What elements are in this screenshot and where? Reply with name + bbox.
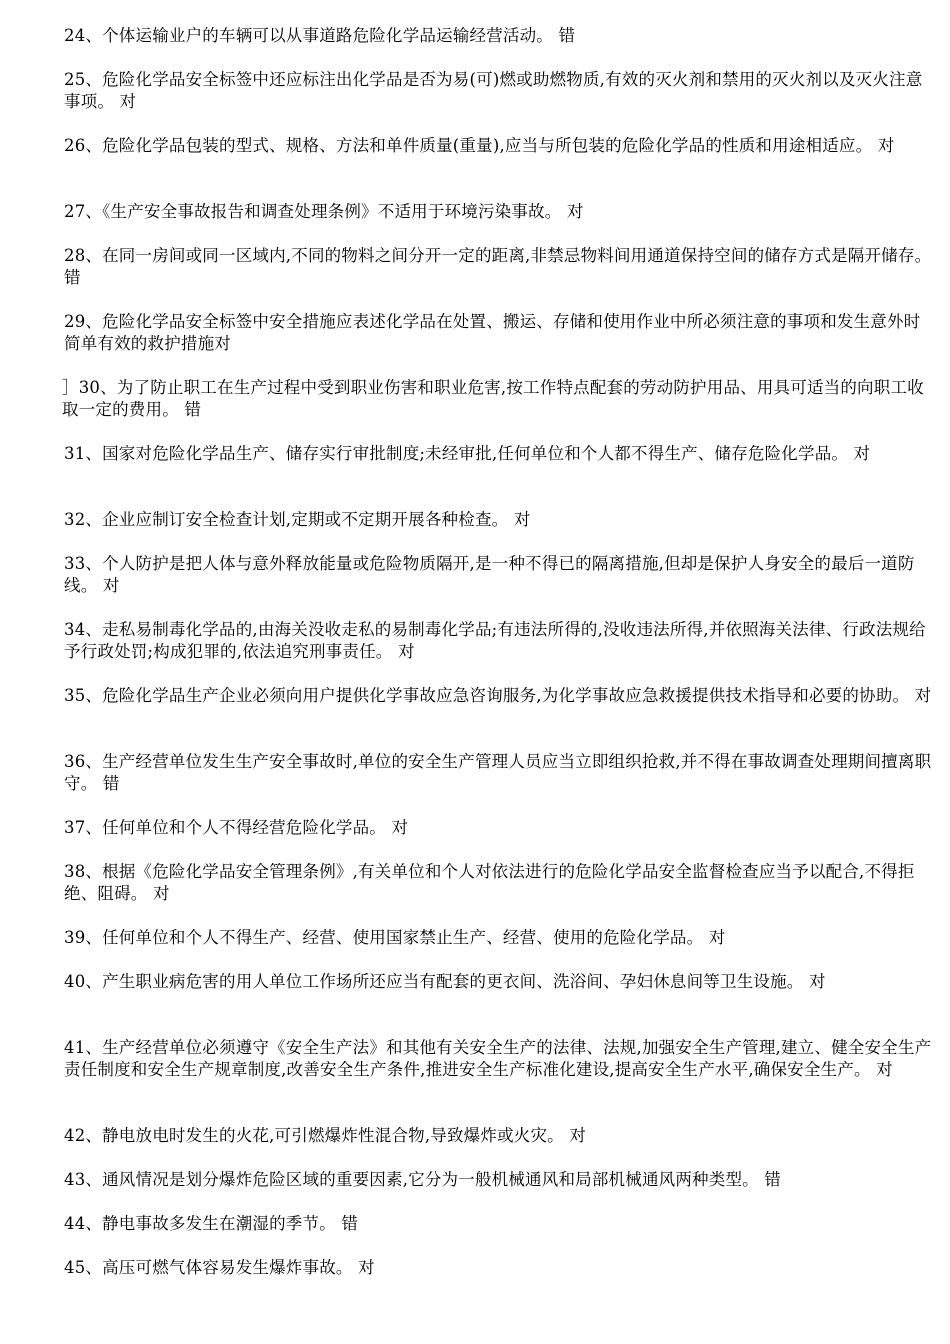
question-25: 25、危险化学品安全标签中还应标注出化学品是否为易(可)燃或助燃物质,有效的灭火剂和禁用的灭火剂以及灭火注意事项。 对 xyxy=(64,70,923,111)
question-41: 41、生产经营单位必须遵守《安全生产法》和其他有关安全生产的法律、法规,加强安全生产管理,建立、健全安全生产责任制度和安全生产规章制度,改善安全生产条件,推进安全生产标准化建设,提高安全生产水平,确保安全生产。 对 xyxy=(64,1038,932,1079)
question-26: 26、危险化学品包装的型式、规格、方法和单件质量(重量),应当与所包装的危险化学品的性质和用途相适应。 对 xyxy=(64,136,895,155)
question-39: 39、任何单位和个人不得生产、经营、使用国家禁止生产、经营、使用的危险化学品。 对 xyxy=(64,928,726,947)
question-38: 38、根据《危险化学品安全管理条例》,有关单位和个人对依法进行的危险化学品安全监督检查应当予以配合,不得拒绝、阻碍。 对 xyxy=(64,862,915,903)
question-32: 32、企业应制订安全检查计划,定期或不定期开展各种检查。 对 xyxy=(64,510,531,529)
question-37: 37、任何单位和个人不得经营危险化学品。 对 xyxy=(64,818,409,837)
question-27: 27、《生产安全事故报告和调查处理条例》不适用于环境污染事故。 对 xyxy=(64,202,584,221)
question-33: 33、个人防护是把人体与意外释放能量或危险物质隔开,是一种不得已的隔离措施,但却是保护人身安全的最后一道防线。 对 xyxy=(64,554,915,595)
question-31: 31、国家对危险化学品生产、储存实行审批制度;未经审批,任何单位和个人都不得生产、储存危险化学品。 对 xyxy=(64,444,871,463)
question-36: 36、生产经营单位发生生产安全事故时,单位的安全生产管理人员应当立即组织抢救,并不得在事故调查处理期间擅离职守。 错 xyxy=(64,752,932,793)
question-34: 34、走私易制毒化学品的,由海关没收走私的易制毒化学品;有违法所得的,没收违法所得,并依照海关法律、行政法规给予行政处罚;构成犯罪的,依法追究刑事责任。 对 xyxy=(64,620,926,661)
question-40: 40、产生职业病危害的用人单位工作场所还应当有配套的更衣间、洗浴间、孕妇休息间等卫生设施。 对 xyxy=(64,972,826,991)
question-42: 42、静电放电时发生的火花,可引燃爆炸性混合物,导致爆炸或火灾。 对 xyxy=(64,1126,587,1145)
question-44: 44、静电事故多发生在潮湿的季节。 错 xyxy=(64,1214,359,1233)
question-43: 43、通风情况是划分爆炸危险区域的重要因素,它分为一般机械通风和局部机械通风两种类型。 错 xyxy=(64,1170,781,1189)
question-30: ］30、为了防止职工在生产过程中受到职业伤害和职业危害,按工作特点配套的劳动防护用品、用具可适当的向职工收取一定的费用。 错 xyxy=(62,378,924,419)
question-24: 24、个体运输业户的车辆可以从事道路危险化学品运输经营活动。 错 xyxy=(64,26,576,45)
question-35: 35、危险化学品生产企业必须向用户提供化学事故应急咨询服务,为化学事故应急救援提供技术指导和必要的协助。 对 xyxy=(64,686,932,705)
question-28: 28、在同一房间或同一区域内,不同的物料之间分开一定的距离,非禁忌物料间用通道保持空间的储存方式是隔开储存。 错 xyxy=(64,246,932,287)
question-45: 45、高压可燃气体容易发生爆炸事故。 对 xyxy=(64,1258,375,1277)
question-29: 29、危险化学品安全标签中安全措施应表述化学品在处置、搬运、存储和使用作业中所必须注意的事项和发生意外时简单有效的救护措施对 xyxy=(64,312,921,353)
